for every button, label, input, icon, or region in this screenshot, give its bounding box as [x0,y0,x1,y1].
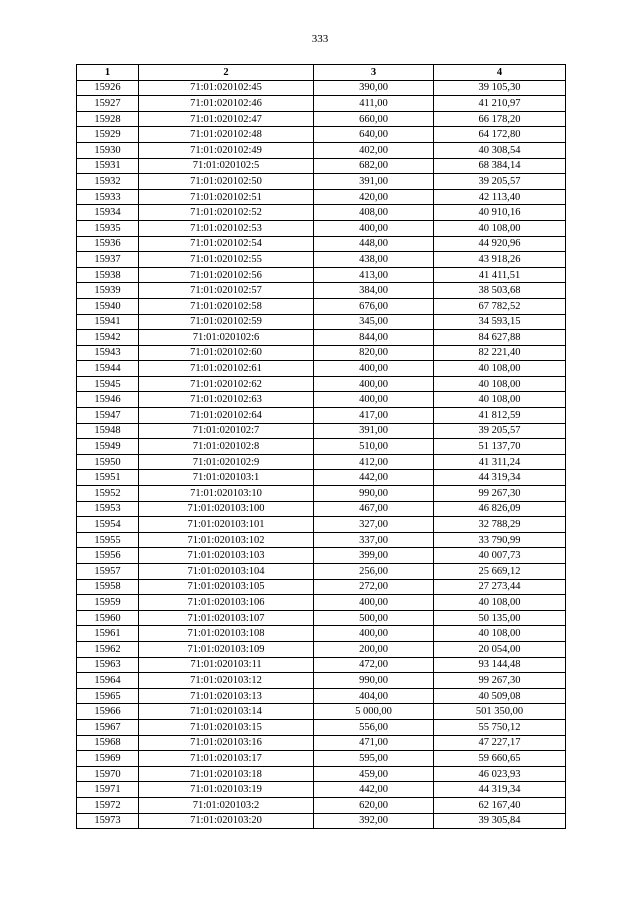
row-number-cell: 15938 [77,267,139,283]
cadastral-number-cell: 71:01:020103:103 [139,548,314,564]
area-cell: 640,00 [314,127,434,143]
row-number-cell: 15956 [77,548,139,564]
area-cell: 844,00 [314,330,434,346]
area-cell: 404,00 [314,688,434,704]
table-row [77,579,566,595]
cadastral-number-cell: 71:01:020102:58 [139,298,314,314]
area-cell: 595,00 [314,751,434,767]
area-cell: 413,00 [314,267,434,283]
area-cell: 682,00 [314,158,434,174]
value-cell: 82 221,40 [434,345,566,361]
area-cell: 402,00 [314,142,434,158]
row-number-cell: 15954 [77,517,139,533]
area-cell: 442,00 [314,782,434,798]
area-cell: 399,00 [314,548,434,564]
value-cell: 44 319,34 [434,470,566,486]
row-number-cell: 15929 [77,127,139,143]
table-row [77,423,566,439]
value-cell: 64 172,80 [434,127,566,143]
value-cell: 40 910,16 [434,205,566,221]
cadastral-number-cell: 71:01:020103:19 [139,782,314,798]
value-cell: 41 311,24 [434,454,566,470]
value-cell: 40 308,54 [434,142,566,158]
area-cell: 990,00 [314,486,434,502]
table-row [77,205,566,221]
row-number-cell: 15955 [77,532,139,548]
area-cell: 400,00 [314,392,434,408]
area-cell: 412,00 [314,454,434,470]
value-cell: 62 167,40 [434,797,566,813]
cadastral-number-cell: 71:01:020102:50 [139,174,314,190]
area-cell: 676,00 [314,298,434,314]
row-number-cell: 15941 [77,314,139,330]
value-cell: 40 509,08 [434,688,566,704]
cadastral-number-cell: 71:01:020103:105 [139,579,314,595]
row-number-cell: 15939 [77,283,139,299]
row-number-cell: 15952 [77,486,139,502]
row-number-cell: 15971 [77,782,139,798]
cadastral-number-cell: 71:01:020103:1 [139,470,314,486]
cadastral-number-cell: 71:01:020103:107 [139,610,314,626]
table-row [77,641,566,657]
value-cell: 40 108,00 [434,626,566,642]
row-number-cell: 15969 [77,751,139,767]
table-row [77,158,566,174]
table-row [77,470,566,486]
value-cell: 25 669,12 [434,564,566,580]
table-row [77,735,566,751]
area-cell: 392,00 [314,813,434,829]
row-number-cell: 15932 [77,174,139,190]
cadastral-number-cell: 71:01:020102:7 [139,423,314,439]
table-row [77,236,566,252]
row-number-cell: 15973 [77,813,139,829]
row-number-cell: 15926 [77,80,139,96]
table-row [77,751,566,767]
row-number-cell: 15961 [77,626,139,642]
cadastral-number-cell: 71:01:020103:14 [139,704,314,720]
table-row [77,298,566,314]
cadastral-number-cell: 71:01:020102:51 [139,189,314,205]
area-cell: 337,00 [314,532,434,548]
value-cell: 51 137,70 [434,439,566,455]
value-cell: 32 788,29 [434,517,566,533]
area-cell: 384,00 [314,283,434,299]
cadastral-number-cell: 71:01:020102:49 [139,142,314,158]
cadastral-number-cell: 71:01:020102:56 [139,267,314,283]
area-cell: 990,00 [314,673,434,689]
row-number-cell: 15936 [77,236,139,252]
cadastral-number-cell: 71:01:020103:101 [139,517,314,533]
cadastral-number-cell: 71:01:020102:5 [139,158,314,174]
cadastral-number-cell: 71:01:020102:61 [139,361,314,377]
value-cell: 41 411,51 [434,267,566,283]
value-cell: 44 319,34 [434,782,566,798]
row-number-cell: 15934 [77,205,139,221]
value-cell: 20 054,00 [434,641,566,657]
value-cell: 55 750,12 [434,719,566,735]
cadastral-number-cell: 71:01:020103:12 [139,673,314,689]
column-header: 3 [314,65,434,81]
value-cell: 40 007,73 [434,548,566,564]
row-number-cell: 15947 [77,408,139,424]
value-cell: 99 267,30 [434,486,566,502]
value-cell: 42 113,40 [434,189,566,205]
table-row [77,439,566,455]
cadastral-number-cell: 71:01:020102:53 [139,220,314,236]
cadastral-number-cell: 71:01:020102:6 [139,330,314,346]
cadastral-number-cell: 71:01:020103:16 [139,735,314,751]
row-number-cell: 15935 [77,220,139,236]
table-row [77,376,566,392]
value-cell: 33 790,99 [434,532,566,548]
table-row [77,80,566,96]
area-cell: 272,00 [314,579,434,595]
area-cell: 438,00 [314,252,434,268]
area-cell: 417,00 [314,408,434,424]
row-number-cell: 15942 [77,330,139,346]
area-cell: 467,00 [314,501,434,517]
cadastral-number-cell: 71:01:020102:8 [139,439,314,455]
value-cell: 50 135,00 [434,610,566,626]
value-cell: 59 660,65 [434,751,566,767]
area-cell: 459,00 [314,766,434,782]
row-number-cell: 15963 [77,657,139,673]
row-number-cell: 15931 [77,158,139,174]
table-row [77,532,566,548]
table-row [77,142,566,158]
cadastral-number-cell: 71:01:020103:2 [139,797,314,813]
area-cell: 472,00 [314,657,434,673]
row-number-cell: 15957 [77,564,139,580]
area-cell: 411,00 [314,96,434,112]
area-cell: 390,00 [314,80,434,96]
page-number: 333 [311,33,329,45]
area-cell: 420,00 [314,189,434,205]
cadastral-number-cell: 71:01:020103:15 [139,719,314,735]
table-row [77,517,566,533]
row-number-cell: 15948 [77,423,139,439]
area-cell: 400,00 [314,361,434,377]
area-cell: 400,00 [314,626,434,642]
table-body [77,80,566,829]
area-cell: 556,00 [314,719,434,735]
area-cell: 408,00 [314,205,434,221]
value-cell: 43 918,26 [434,252,566,268]
value-cell: 38 503,68 [434,283,566,299]
row-number-cell: 15967 [77,719,139,735]
table-row [77,252,566,268]
table-row [77,127,566,143]
row-number-cell: 15965 [77,688,139,704]
cadastral-number-cell: 71:01:020103:20 [139,813,314,829]
area-cell: 400,00 [314,220,434,236]
table-row [77,314,566,330]
table-row [77,111,566,127]
value-cell: 501 350,00 [434,704,566,720]
value-cell: 99 267,30 [434,673,566,689]
table-row [77,392,566,408]
area-cell: 620,00 [314,797,434,813]
area-cell: 391,00 [314,174,434,190]
cadastral-number-cell: 71:01:020103:13 [139,688,314,704]
cadastral-number-cell: 71:01:020102:55 [139,252,314,268]
cadastral-number-cell: 71:01:020102:46 [139,96,314,112]
value-cell: 40 108,00 [434,376,566,392]
row-number-cell: 15968 [77,735,139,751]
value-cell: 40 108,00 [434,361,566,377]
row-number-cell: 15946 [77,392,139,408]
row-number-cell: 15944 [77,361,139,377]
cadastral-number-cell: 71:01:020102:54 [139,236,314,252]
area-cell: 400,00 [314,376,434,392]
cadastral-number-cell: 71:01:020102:62 [139,376,314,392]
value-cell: 39 205,57 [434,423,566,439]
row-number-cell: 15950 [77,454,139,470]
table-row [77,595,566,611]
table-row [77,283,566,299]
table-row [77,688,566,704]
table-row [77,704,566,720]
table-row [77,174,566,190]
table-row [77,220,566,236]
table-row [77,782,566,798]
cadastral-number-cell: 71:01:020102:45 [139,80,314,96]
row-number-cell: 15933 [77,189,139,205]
cadastral-number-cell: 71:01:020102:52 [139,205,314,221]
value-cell: 67 782,52 [434,298,566,314]
row-number-cell: 15959 [77,595,139,611]
area-cell: 820,00 [314,345,434,361]
table-row [77,626,566,642]
row-number-cell: 15937 [77,252,139,268]
cadastral-number-cell: 71:01:020103:104 [139,564,314,580]
cadastral-number-cell: 71:01:020102:57 [139,283,314,299]
table-row [77,408,566,424]
area-cell: 500,00 [314,610,434,626]
value-cell: 27 273,44 [434,579,566,595]
row-number-cell: 15949 [77,439,139,455]
value-cell: 66 178,20 [434,111,566,127]
table-row [77,486,566,502]
value-cell: 68 384,14 [434,158,566,174]
table-row [77,501,566,517]
table-row [77,330,566,346]
table-row [77,813,566,829]
cadastral-number-cell: 71:01:020103:106 [139,595,314,611]
area-cell: 327,00 [314,517,434,533]
cadastral-number-cell: 71:01:020102:60 [139,345,314,361]
row-number-cell: 15962 [77,641,139,657]
value-cell: 46 023,93 [434,766,566,782]
value-cell: 40 108,00 [434,595,566,611]
cadastral-number-cell: 71:01:020103:18 [139,766,314,782]
table-row [77,189,566,205]
area-cell: 660,00 [314,111,434,127]
table-row [77,797,566,813]
column-header: 2 [139,65,314,81]
table-row [77,657,566,673]
value-cell: 40 108,00 [434,220,566,236]
row-number-cell: 15945 [77,376,139,392]
value-cell: 84 627,88 [434,330,566,346]
table-row [77,719,566,735]
row-number-cell: 15958 [77,579,139,595]
area-cell: 5 000,00 [314,704,434,720]
area-cell: 448,00 [314,236,434,252]
cadastral-number-cell: 71:01:020102:47 [139,111,314,127]
value-cell: 47 227,17 [434,735,566,751]
cadastral-number-cell: 71:01:020103:11 [139,657,314,673]
table-row [77,610,566,626]
row-number-cell: 15951 [77,470,139,486]
row-number-cell: 15966 [77,704,139,720]
cadastral-number-cell: 71:01:020103:109 [139,641,314,657]
area-cell: 400,00 [314,595,434,611]
table-row [77,564,566,580]
area-cell: 345,00 [314,314,434,330]
cadastral-number-cell: 71:01:020103:100 [139,501,314,517]
cadastral-number-cell: 71:01:020102:9 [139,454,314,470]
value-cell: 39 105,30 [434,80,566,96]
row-number-cell: 15930 [77,142,139,158]
row-number-cell: 15970 [77,766,139,782]
area-cell: 442,00 [314,470,434,486]
area-cell: 256,00 [314,564,434,580]
cadastral-number-cell: 71:01:020103:102 [139,532,314,548]
table-row [77,766,566,782]
cadastral-number-cell: 71:01:020103:108 [139,626,314,642]
value-cell: 34 593,15 [434,314,566,330]
cadastral-number-cell: 71:01:020103:17 [139,751,314,767]
table-row [77,361,566,377]
value-cell: 39 205,57 [434,174,566,190]
area-cell: 471,00 [314,735,434,751]
value-cell: 41 210,97 [434,96,566,112]
cadastral-number-cell: 71:01:020102:64 [139,408,314,424]
row-number-cell: 15927 [77,96,139,112]
table-row [77,454,566,470]
cadastral-number-cell: 71:01:020103:10 [139,486,314,502]
row-number-cell: 15960 [77,610,139,626]
column-header: 4 [434,65,566,81]
value-cell: 46 826,09 [434,501,566,517]
cadastral-number-cell: 71:01:020102:63 [139,392,314,408]
value-cell: 41 812,59 [434,408,566,424]
value-cell: 44 920,96 [434,236,566,252]
row-number-cell: 15972 [77,797,139,813]
row-number-cell: 15953 [77,501,139,517]
value-cell: 93 144,48 [434,657,566,673]
table-row [77,548,566,564]
table-row [77,673,566,689]
row-number-cell: 15940 [77,298,139,314]
data-table [76,64,566,829]
area-cell: 200,00 [314,641,434,657]
header-row [77,65,566,81]
cadastral-number-cell: 71:01:020102:59 [139,314,314,330]
row-number-cell: 15928 [77,111,139,127]
row-number-cell: 15964 [77,673,139,689]
table-row [77,267,566,283]
table-row [77,96,566,112]
table-row [77,345,566,361]
area-cell: 391,00 [314,423,434,439]
row-number-cell: 15943 [77,345,139,361]
value-cell: 39 305,84 [434,813,566,829]
column-header: 1 [77,65,139,81]
area-cell: 510,00 [314,439,434,455]
value-cell: 40 108,00 [434,392,566,408]
cadastral-number-cell: 71:01:020102:48 [139,127,314,143]
